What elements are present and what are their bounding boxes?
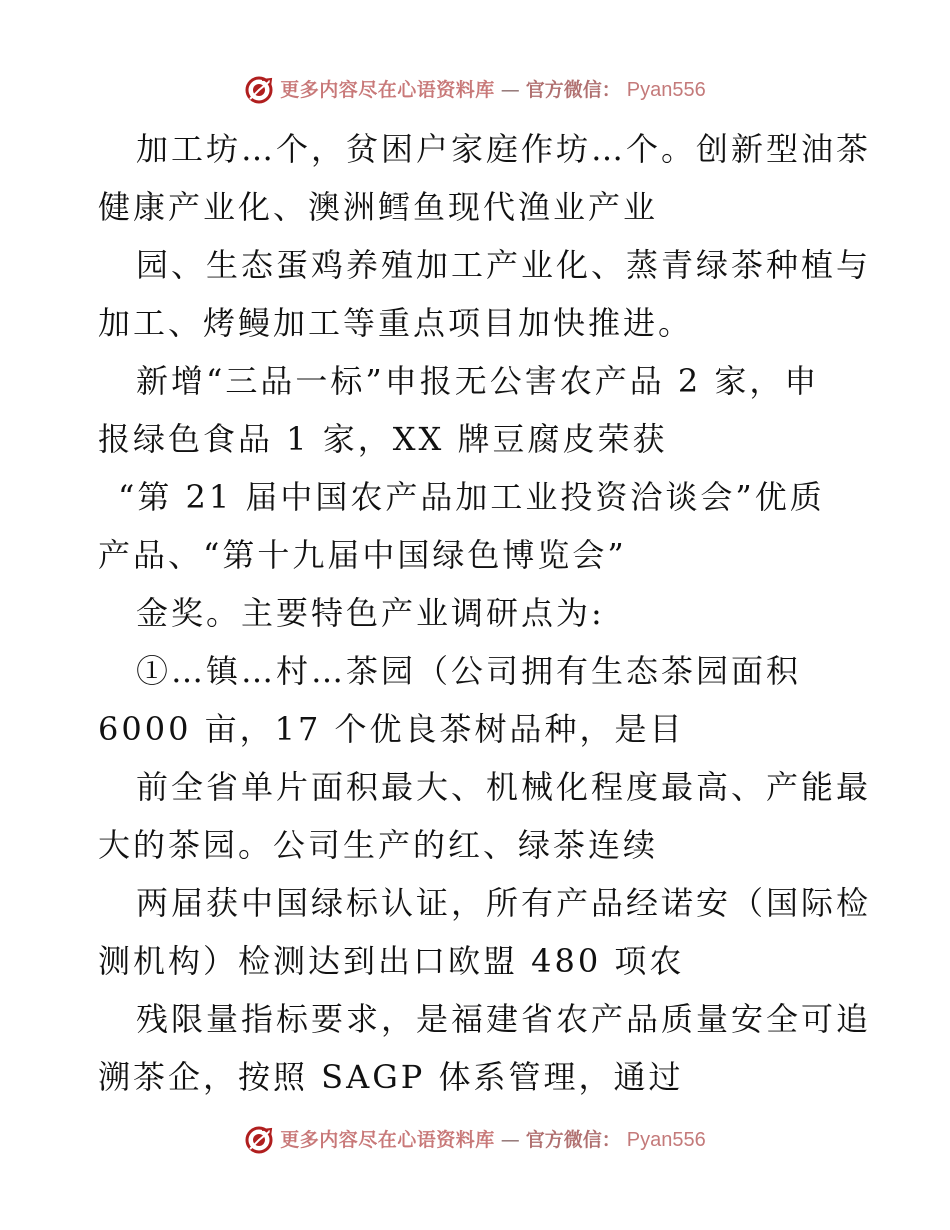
text-line: 报绿色食品 1 家，XX 牌豆腐皮荣获 [98,420,668,458]
watermark-label: 官方微信： [525,1129,621,1151]
text-line: 产品、“第十九届中国绿色博览会” [98,536,627,574]
document-body [98,120,872,1106]
brand-logo-icon [244,75,274,105]
text-line: 园、生态蛋鸡养殖加工产业化、蒸青绿茶种植与 [136,246,872,284]
brand-logo-icon [244,1125,274,1155]
text-line: 测机构）检测达到出口欧盟 480 项农 [98,942,685,980]
text-line: 加工、烤鳗加工等重点项目加快推进。 [98,304,694,342]
text-line: 6000 亩，17 个优良茶树品种，是目 [98,710,685,748]
watermark-wechat-id: Pyan556 [626,79,706,101]
header-watermark [0,70,950,110]
text-line: 加工坊…个，贫困户家庭作坊…个。创新型油茶 [136,130,872,168]
watermark-dash: — [500,1129,520,1151]
text-line: 新增“三品一标”申报无公害农产品 2 家，申 [136,362,820,400]
watermark-dash: — [500,79,520,101]
watermark-label: 官方微信： [525,79,621,101]
text-line: 两届获中国绿标认证，所有产品经诺安（国际检 [136,884,872,922]
text-line: 前全省单片面积最大、机械化程度最高、产能最 [136,768,872,806]
watermark-wechat-id: Pyan556 [626,1129,706,1151]
text-line: 健康产业化、澳洲鳕鱼现代渔业产业 [98,188,659,226]
text-line: 金奖。主要特色产业调研点为: [136,594,605,632]
text-line: “第 21 届中国农产品加工业投资洽谈会”优质 [118,478,825,516]
text-line: 残限量指标要求，是福建省农产品质量安全可追 [136,1000,872,1038]
footer-watermark [0,1120,950,1160]
watermark-text: 更多内容尽在心语资料库 [280,79,495,101]
watermark-text: 更多内容尽在心语资料库 [280,1129,495,1151]
text-line: 溯茶企，按照 SAGP 体系管理，通过 [98,1058,684,1096]
text-line: ①…镇…村…茶园（公司拥有生态茶园面积 [136,652,802,690]
text-line: 大的茶园。公司生产的红、绿茶连续 [98,826,659,864]
